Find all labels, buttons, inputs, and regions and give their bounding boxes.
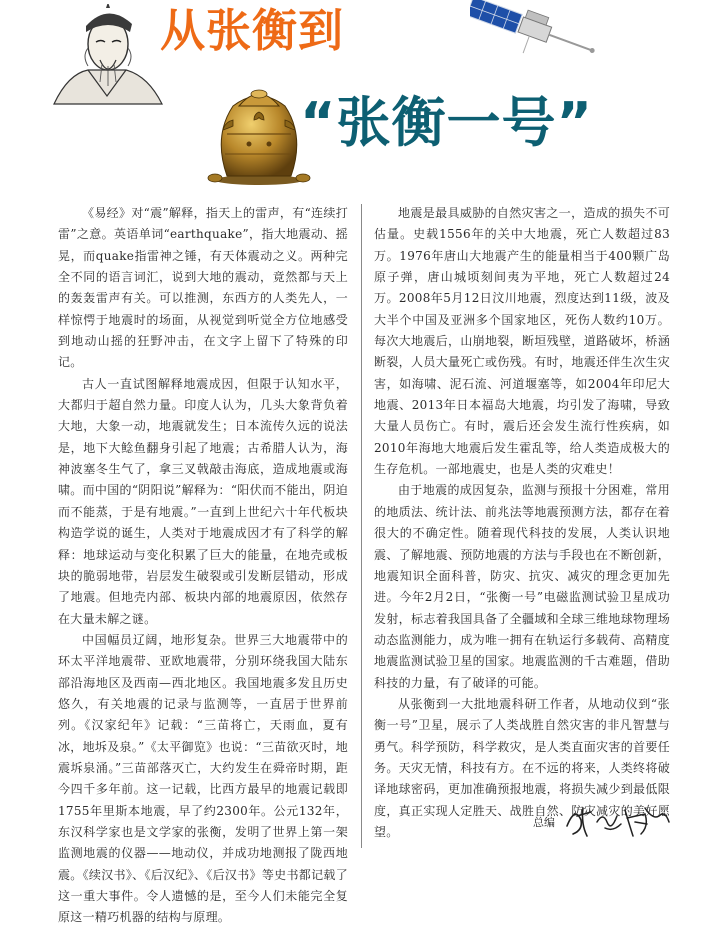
article-right-column: [374, 203, 670, 843]
editor-label: 总编: [533, 816, 555, 829]
paragraph: 古人一直试图解释地震成因，但限于认知水平，大都归于超自然力量。印度人认为，几头大象背负着大地，大象一动，地震就发生；日本流传久远的说法是，地下大鲶鱼翻身引起了地震；古希腊人认为，海神波塞冬生气了，拿三叉戟敲击海底，造成地震或海啸。而中国的“阴阳说”解释为：“阳伏而不能出，阴迫而不能蒸，于是有地震。”一直到上世纪六十年代板块构造学说的诞生，人类对于地震成因才有了科学的解释：地球运动与变化积累了巨大的能量，在地壳或板块的脆弱地带，岩层发生破裂或引发断层错动，形成了地震。但地壳内部、板块内部的地震原因，依然存在大量未解之谜。: [58, 376, 348, 626]
satellite-illustration: [470, 0, 600, 70]
paragraph: 由于地震的成因复杂，监测与预报十分困难，常用的地质法、统计法、前兆法等地震预测方法，都存在着很大的不确定性。随着现代科技的发展，人类认识地震、了解地震、预防地震的方法与手段也在不断创新，地震知识全面科普，防灾、抗灾、减灾的理念更加先进。今年2月2日，“张衡一号”电磁监测试验卫星成功发射，标志着我国具备了全疆域和全球三维地球物理场动态监测能力，成为唯一拥有在轨运行多载荷、高精度地震监测试验卫星的国家。地震监测的千古难题，借助科技的力量，有了破译的可能。: [374, 483, 670, 690]
paragraph: 从张衡到一大批地震科研工作者，从地动仪到“张衡一号”卫星，展示了人类战胜自然灾害的非凡智慧与勇气。科学预防，科学救灾，是人类直面灾害的首要任务。天灾无情，科技有方。在不远的将来，人类终将破译地球密码，更加准确预报地震，将损失减少到最低限度，真正实现人定胜天、战胜自然、防灾减灾的美好愿望。: [374, 696, 670, 839]
header-banner: [0, 0, 722, 192]
paragraph: 地震是最具威胁的自然灾害之一，造成的损失不可估量。史载1556年的关中大地震，死亡人数超过83万。1976年唐山大地震产生的能量相当于400颗广岛原子弹，唐山城顷刻间夷为平地，死亡人数超过24万。2008年5月12日汶川地震，烈度达到11级，波及大半个中国及亚洲多个国家地区，死伤人数约10万。每次大地震后，山崩地裂，断垣残壁，道路破坏，桥涵断裂，人员大量死亡或伤残。有时，地震还伴生次生灾害，如海啸、泥石流、河道堰塞等，如2004年印尼大地震、2013年日本福岛大地震，均引发了海啸，导致大量人员伤亡。有时，震后还会发生流行性疾病，如2010年海地大地震后发生霍乱等，给人类造成极大的生存危机。一部地震史，也是人类的灾难史！: [374, 206, 670, 477]
editor-signature: [561, 800, 677, 840]
title-line-2: “张衡一号”: [300, 91, 593, 154]
seismoscope-illustration: [203, 76, 315, 188]
article-left-column: [58, 203, 348, 929]
zhang-heng-portrait: [48, 4, 166, 108]
paragraph: 中国幅员辽阔，地形复杂。世界三大地震带中的环太平洋地震带、亚欧地震带，分别环绕我国大陆东部沿海地区及西南—西北地区。我国地震多发且历史悠久，有关地震的记录与监测等，一直居于世界前列。《汉家纪年》记载：“三苗将亡，天雨血，夏有冰，地坼及泉。”《太平御览》也说：“三苗欲灭时，地震坼泉涌。”三苗部落灭亡，大约发生在舜帝时期，距今四千多年前。这一记载，比西方最早的地震记载即1755年里斯本地震，早了约2300年。公元132年，东汉科学家也是文学家的张衡，发明了世界上第一架监测地震的仪器——地动仪，并成功地测报了陇西地震。《续汉书》、《后汉纪》、《后汉书》等史书都记载了这一重大事件。令人遗憾的是，至今人们未能完全复原这一精巧机器的结构与原理。: [58, 632, 348, 925]
title-line-1: 从张衡到: [160, 4, 345, 57]
paragraph: 《易经》对“震”解释，指天上的雷声，有“连续打雷”之意。英语单词“earthquake”，指大地震动、摇晃，而quake指雷神之锤，有天体震动之义。两种完全不同的语言词汇，说到大地的震动，竟然都与天上的轰轰雷声有关。可以推测，东西方的人类先人，一样惊愕于地震时的场面，从视觉到听觉全方位地感受到地动山摇的狂野冲击，在文字上留下了特殊的印记。: [58, 206, 348, 370]
editor-byline: [533, 800, 683, 840]
column-divider: [361, 204, 362, 848]
